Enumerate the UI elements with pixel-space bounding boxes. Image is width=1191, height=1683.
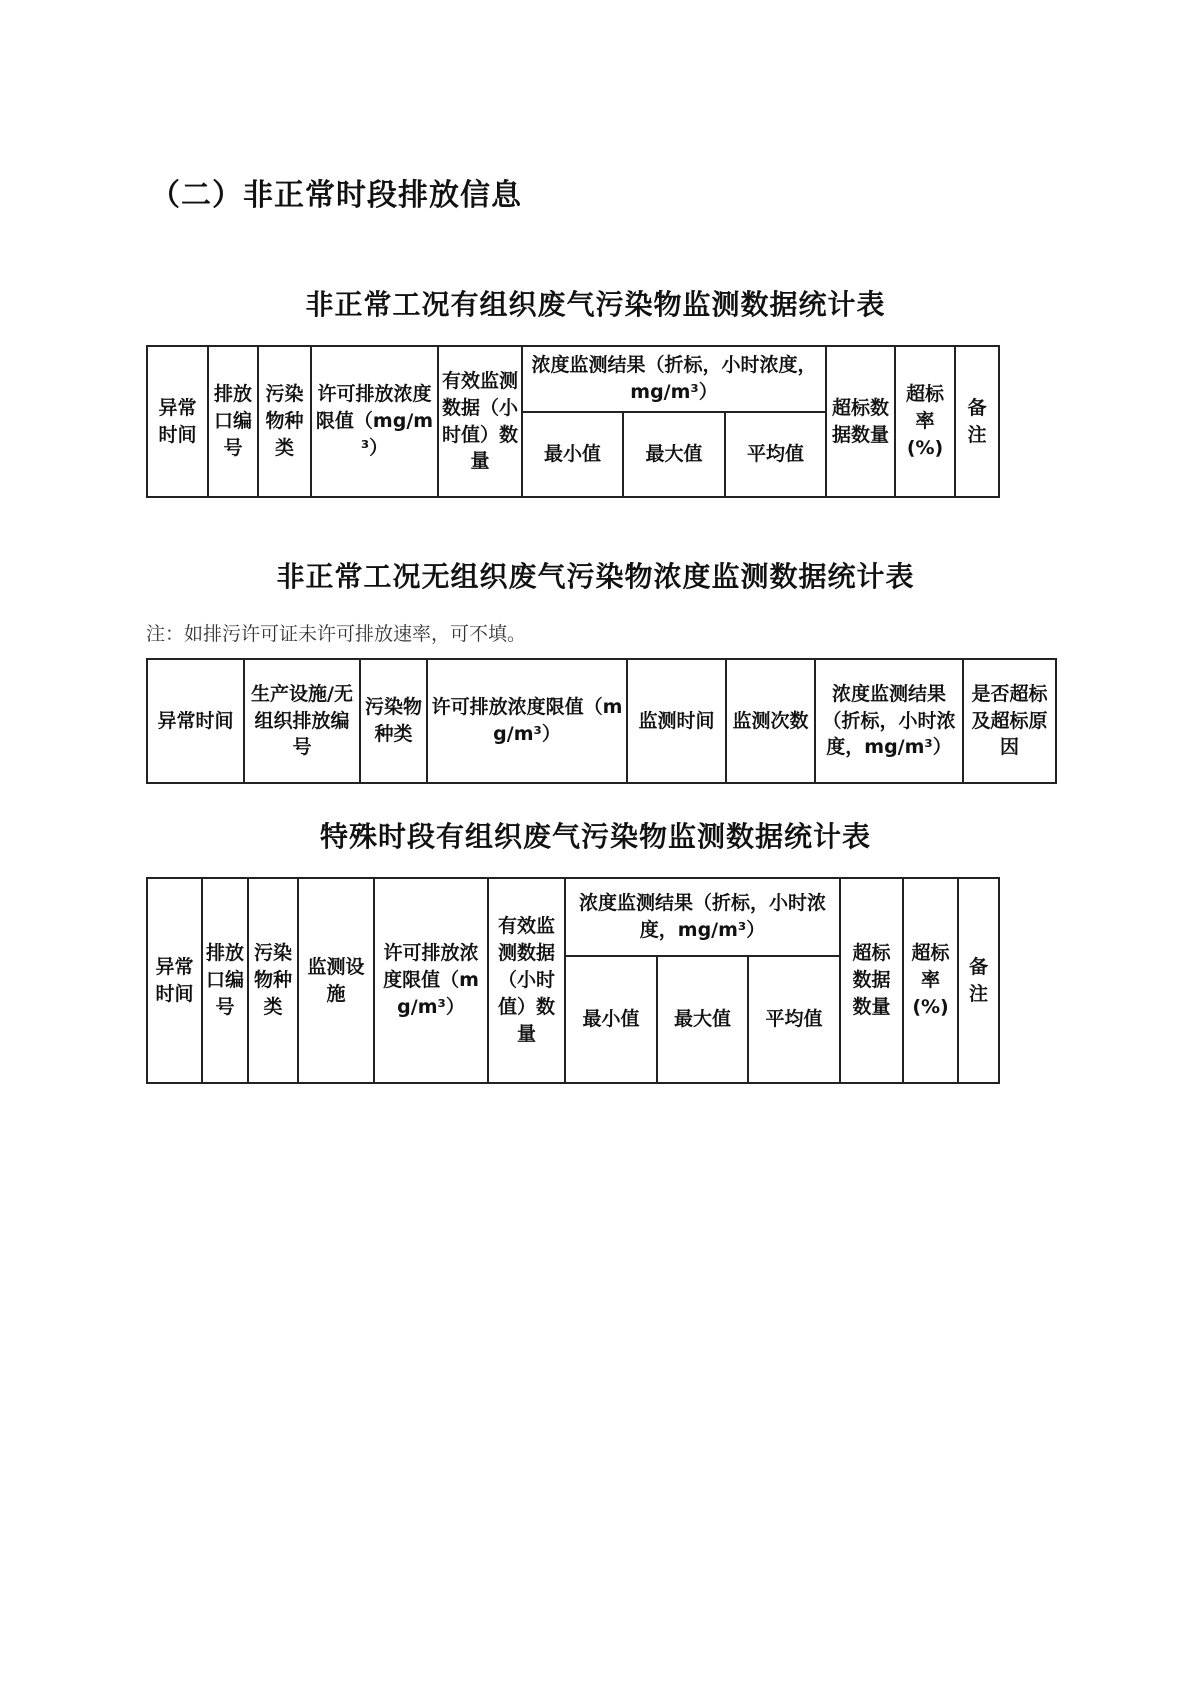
header-min: 最小值 bbox=[565, 956, 657, 1083]
header-monitor-count: 监测次数 bbox=[726, 659, 815, 783]
header-avg: 平均值 bbox=[748, 956, 840, 1083]
header-min: 最小值 bbox=[522, 412, 623, 497]
header-outlet-no: 排放口编号 bbox=[208, 346, 258, 497]
header-exceed-reason: 是否超标及超标原因 bbox=[963, 659, 1056, 783]
header-concentration: 浓度监测结果（折标，小时浓度，mg/m³） bbox=[522, 346, 826, 412]
header-permit-limit: 许可排放浓度限值（mg/m³） bbox=[311, 346, 438, 497]
table2-note: 注：如排污许可证未许可排放速率，可不填。 bbox=[146, 623, 527, 645]
header-remarks: 备注 bbox=[958, 878, 999, 1083]
header-remarks: 备注 bbox=[955, 346, 999, 497]
table3-special-period-emission bbox=[146, 877, 1000, 1084]
header-abnormal-time: 异常时间 bbox=[147, 878, 202, 1083]
header-permit-limit: 许可排放浓度限值（mg/m³） bbox=[427, 659, 627, 783]
header-exceed-rate: 超标率(%) bbox=[895, 346, 955, 497]
header-facility-no: 生产设施/无组织排放编号 bbox=[244, 659, 360, 783]
header-avg: 平均值 bbox=[725, 412, 826, 497]
table1-organized-emission bbox=[146, 345, 1000, 498]
header-exceed-rate: 超标率(%) bbox=[903, 878, 958, 1083]
header-max: 最大值 bbox=[623, 412, 725, 497]
table2-title: 非正常工况无组织废气污染物浓度监测数据统计表 bbox=[276, 560, 915, 593]
header-valid-data: 有效监测数据（小时值）数量 bbox=[438, 346, 522, 497]
header-abnormal-time: 异常时间 bbox=[147, 346, 208, 497]
header-exceed-count: 超标数据数量 bbox=[826, 346, 895, 497]
header-monitor-facility: 监测设施 bbox=[298, 878, 374, 1083]
table3-title: 特殊时段有组织废气污染物监测数据统计表 bbox=[319, 820, 871, 853]
header-permit-limit: 许可排放浓度限值（mg/m³） bbox=[374, 878, 488, 1083]
header-abnormal-time: 异常时间 bbox=[147, 659, 244, 783]
table2-fugitive-emission bbox=[146, 658, 1057, 784]
header-pollutant: 污染物种类 bbox=[360, 659, 427, 783]
table1-title: 非正常工况有组织废气污染物监测数据统计表 bbox=[305, 288, 886, 321]
header-pollutant: 污染物种类 bbox=[258, 346, 311, 497]
header-max: 最大值 bbox=[657, 956, 748, 1083]
header-outlet-no: 排放口编号 bbox=[202, 878, 248, 1083]
header-concentration: 浓度监测结果（折标，小时浓度，mg/m³） bbox=[565, 878, 840, 956]
header-monitor-time: 监测时间 bbox=[627, 659, 726, 783]
header-concentration: 浓度监测结果（折标，小时浓度，mg/m³） bbox=[815, 659, 963, 783]
header-exceed-count: 超标数据数量 bbox=[840, 878, 903, 1083]
header-valid-data: 有效监测数据（小时值）数量 bbox=[488, 878, 565, 1083]
header-pollutant: 污染物种类 bbox=[248, 878, 298, 1083]
section-title: （二）非正常时段排放信息 bbox=[150, 178, 522, 213]
